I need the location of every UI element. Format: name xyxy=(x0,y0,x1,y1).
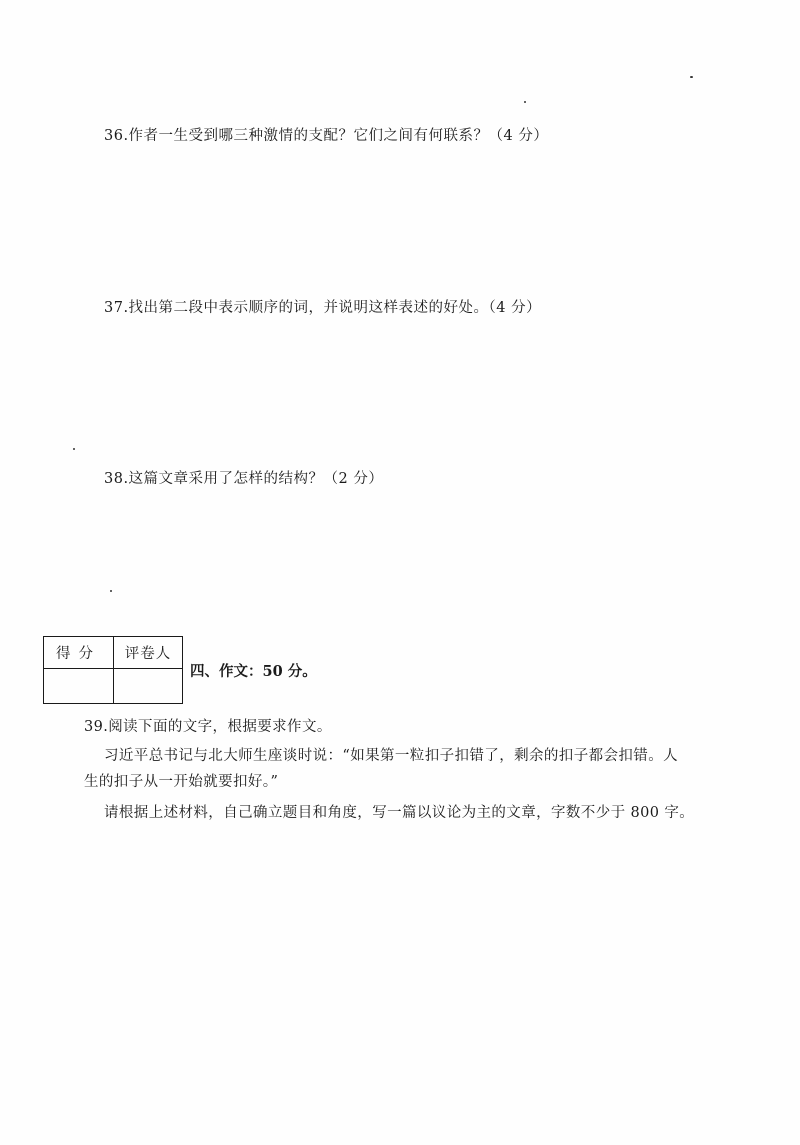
question-36: 36.作者一生受到哪三种激情的支配？它们之间有何联系？（4 分） xyxy=(104,128,549,144)
question-37: 37.找出第二段中表示顺序的词，并说明这样表述的好处。（4 分） xyxy=(104,300,542,316)
question-39-material-line: 生的扣子从一开始就要扣好。” xyxy=(84,774,279,790)
section-title: 四、作文：50 分。 xyxy=(190,663,317,680)
question-39-material-line: 习近平总书记与北大师生座谈时说：“如果第一粒扣子扣错了，剩余的扣子都会扣错。人 xyxy=(104,748,679,764)
question-39-requirement: 请根据上述材料，自己确立题目和角度，写一篇以议论为主的文章，字数不少于 800 字。 xyxy=(104,805,695,821)
grader-header: 评卷人 xyxy=(114,637,182,669)
score-header: 得分 xyxy=(44,637,114,669)
scan-speck xyxy=(73,448,75,450)
scan-speck xyxy=(690,76,693,78)
scan-speck xyxy=(524,101,526,103)
score-cell xyxy=(44,669,114,703)
question-38: 38.这篇文章采用了怎样的结构？（2 分） xyxy=(104,471,384,487)
question-39-title: 39.阅读下面的文字，根据要求作文。 xyxy=(84,719,332,735)
scan-speck xyxy=(110,590,112,592)
grader-cell xyxy=(114,669,182,703)
score-table xyxy=(43,636,183,704)
